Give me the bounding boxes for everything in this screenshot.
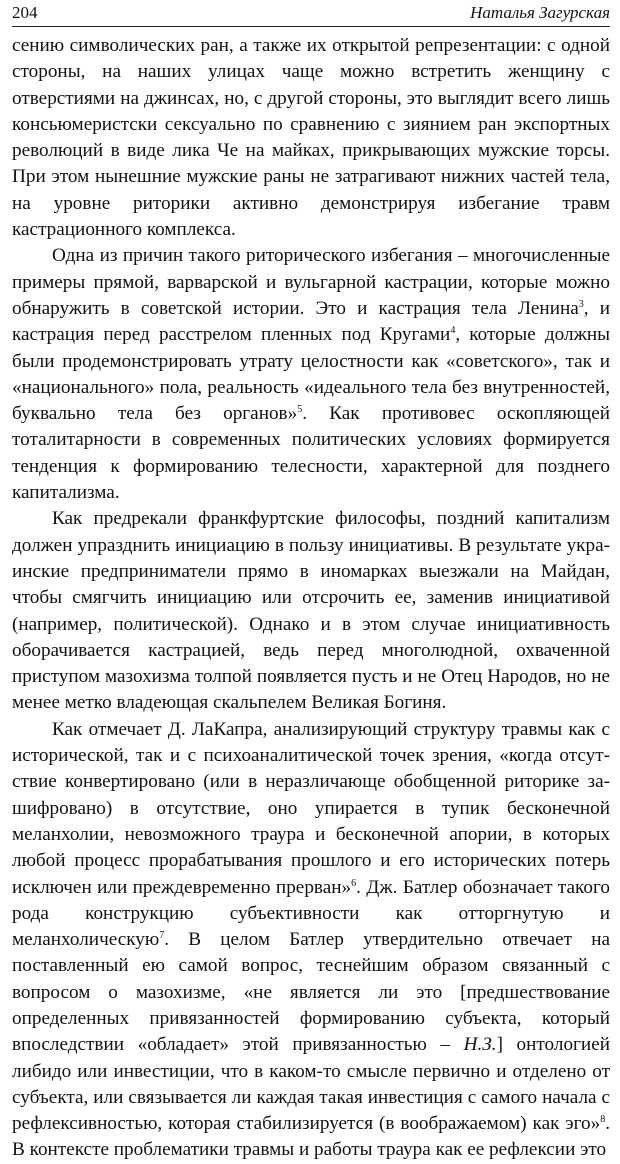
footnote-marker: 3 xyxy=(578,298,584,310)
text-run: . В контексте проблематики травмы и работы траура как ее рефлексии это xyxy=(12,1113,610,1161)
footnote-marker: 5 xyxy=(297,404,303,416)
text-run: ] онтологией либидо или инвестиции, что в каком-то смысле первично и отделено от субъекта, или связывается ли каждая такая инвестиция с самого начала с рефлексивностью, которая стабилизируется (в воображаемом) как эго» xyxy=(12,1034,610,1135)
footnote-marker: 8 xyxy=(600,1114,606,1126)
text-run: , и кастрация перед расстрелом пленных под Кругами xyxy=(12,297,610,346)
paragraph xyxy=(12,506,610,716)
footnote-marker: 4 xyxy=(450,325,456,337)
text-run: . В целом Батлер утвердительно отвечает на поставленный ею самой вопрос, теснейшим образом связанный с вопросом о мазохизме, «не является ли это [предшествование определенных привязанностей формированию субъекта, который впоследствии «обладает» этой привязанностью xyxy=(12,929,610,1056)
body-text xyxy=(12,33,610,1164)
running-title: Наталья Загурская xyxy=(470,3,610,22)
text-run: сению символических ран, а также их открытой репрезентации: с одной стороны, на наших улицах чаще можно встретить женщину с отверстиями на джинсах, но, с другой стороны, это выглядит всего лишь консьюмеристски сексуально по сравнению с зиянием ран экспортных революций в виде лика Че на майках, прикрывающих мужские торсы. При этом нынешние мужские раны не затрагивают нижних частей тела, на уровне риторики активно демонстрируя избегание травм кастрационного комплекса. xyxy=(12,35,610,241)
text-run: . Как противовес оскопляющей тоталитарности в современных политических условиях формируется тенденция к формированию телесности, характерной для позднего капитализма. xyxy=(12,403,610,504)
footnote-marker: 7 xyxy=(159,930,165,942)
text-run: , которые должны были продемонстрировать утрату целостности как «советского», так и «национального» пола, реальность «идеального тела без внутренностей, буквально тела без органов» xyxy=(12,324,610,425)
text-run: Как отмечает Д. ЛаКапра, анализирующий структуру травмы как с исторической, так и с психоаналитической точек зрения, «когда отсутствие конвертировано (или в неразличающе обобщенной риторике зашифровано) в отсутствие, оно упирается в тупик бесконечной меланхолии, невозможного траура и бесконечной апории, в которых любой процесс прорабатывания прошлого и его исторических потерь исключен или преждевременно прерван» xyxy=(12,718,610,898)
footnote-marker: 6 xyxy=(351,877,357,889)
page-number: 204 xyxy=(12,3,38,22)
paragraph xyxy=(12,243,610,506)
text-run: . Дж. Батлер обозначает такого рода конструкцию субъективности как отторгнутую и меланхолическую xyxy=(12,876,610,951)
italic-text: – Н.З. xyxy=(440,1034,497,1056)
text-run: Одна из причин такого риторического избегания – многочисленные примеры прямой, варварской и вульгарной кастрации, которые можно обнаружить в советской истории. Это и кастрация тела Ленина xyxy=(12,245,610,319)
paragraph xyxy=(12,717,610,1164)
text-run: Как предрекали франкфуртские философы, поздний капитализм должен упразднить инициацию в пользу инициативы. В результате украинские предприниматели прямо в иномарках выезжали на Майдан, чтобы смягчить инициацию или отсрочить ее, заменив инициативой (например, политической). Однако и в этом случае инициативность оборачивается кастрацией, ведь перед многолюдной, охваченной приступом мазохизма толпой появляется пусть и не Отец Народов, но не менее метко владеющая скальпелем Великая Богиня. xyxy=(12,508,610,714)
running-header xyxy=(12,2,610,27)
paragraph xyxy=(12,33,610,243)
